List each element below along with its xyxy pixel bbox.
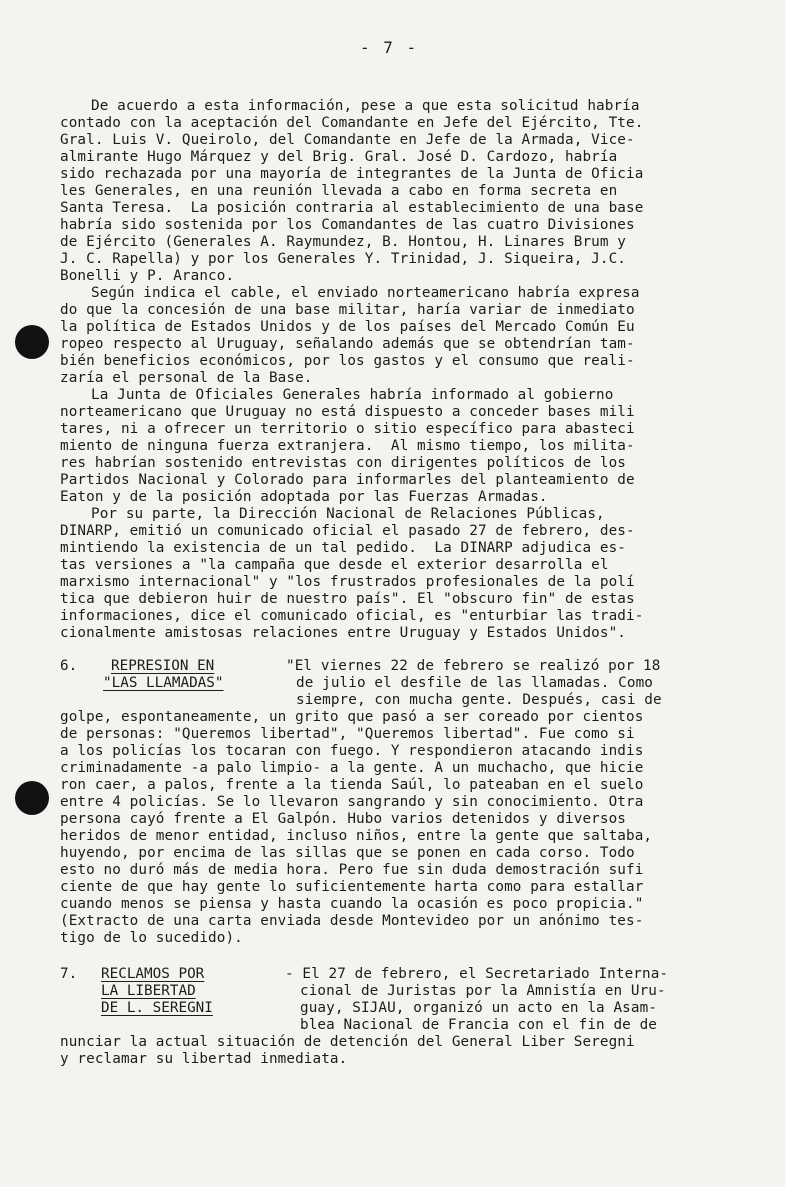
text-line: Partidos Nacional y Colorado para informarles del planteamiento de <box>60 472 635 488</box>
text-line: Bonelli y P. Aranco. <box>60 268 235 284</box>
text-line: de personas: "Queremos libertad", "Queremos libertad". Fue como si <box>60 726 635 742</box>
section-heading: REPRESION EN <box>111 658 215 674</box>
punch-hole-top <box>15 325 49 359</box>
text-line: entre 4 policías. Se lo llevaron sangrando y sin conocimiento. Otra <box>60 794 644 810</box>
section-number: 7. <box>60 966 78 982</box>
text-line: Gral. Luis V. Queirolo, del Comandante en Jefe de la Armada, Vice- <box>60 132 635 148</box>
text-line: blea Nacional de Francia con el fin de de <box>300 1017 658 1033</box>
text-line: do que la concesión de una base militar, haría variar de inmediato <box>60 302 635 318</box>
text-line: la política de Estados Unidos y de los países del Mercado Común Eu <box>60 319 635 335</box>
text-line: habría sido sostenida por los Comandantes de las cuatro Divisiones <box>60 217 635 233</box>
text-line: guay, SIJAU, organizó un acto en la Asam- <box>300 1000 658 1016</box>
text-line: golpe, espontaneamente, un grito que pasó a ser coreado por cientos <box>60 709 644 725</box>
text-line: La Junta de Oficiales Generales habría informado al gobierno <box>91 387 614 403</box>
section-heading: RECLAMOS POR <box>101 966 205 982</box>
text-line: - El 27 de febrero, el Secretariado Interna- <box>285 966 669 982</box>
text-line: cuando menos se piensa y hasta cuando la ocasión es poco propicia." <box>60 896 644 912</box>
text-line: nunciar la actual situación de detención del General Liber Seregni <box>60 1034 635 1050</box>
text-line: norteamericano que Uruguay no está dispuesto a conceder bases mili <box>60 404 635 420</box>
text-line: tas versiones a "la campaña que desde el exterior desarrolla el <box>60 557 609 573</box>
text-line: zaría el personal de la Base. <box>60 370 313 386</box>
text-line: heridos de menor entidad, incluso niños, entre la gente que saltaba, <box>60 828 653 844</box>
text-line: de Ejército (Generales A. Raymundez, B. Hontou, H. Linares Brum y <box>60 234 626 250</box>
text-line: huyendo, por encima de las sillas que se ponen en cada corso. Todo <box>60 845 635 861</box>
text-line: criminadamente -a palo limpio- a la gente. A un muchacho, que hicie <box>60 760 644 776</box>
text-line: ropeo respecto al Uruguay, señalando además que se obtendrían tam- <box>60 336 635 352</box>
text-line: Santa Teresa. La posición contraria al establecimiento de una base <box>60 200 644 216</box>
text-line: almirante Hugo Márquez y del Brig. Gral. José D. Cardozo, habría <box>60 149 618 165</box>
text-line: tica que debieron huir de nuestro país". El "obscuro fin" de estas <box>60 591 635 607</box>
text-line: y reclamar su libertad inmediata. <box>60 1051 348 1067</box>
text-line: tares, ni a ofrecer un territorio o sitio específico para abasteci <box>60 421 635 437</box>
section-heading: "LAS LLAMADAS" <box>103 675 224 691</box>
section-number: 6. <box>60 658 78 674</box>
text-line: cional de Juristas por la Amnistía en Uru- <box>300 983 666 999</box>
text-line: les Generales, en una reunión llevada a cabo en forma secreta en <box>60 183 618 199</box>
text-line: persona cayó frente a El Galpón. Hubo varios detenidos y diversos <box>60 811 626 827</box>
text-line: sido rechazada por una mayoría de integrantes de la Junta de Oficia <box>60 166 644 182</box>
text-line: informaciones, dice el comunicado oficial, es "enturbiar las tradi- <box>60 608 644 624</box>
text-line: siempre, con mucha gente. Después, casi de <box>296 692 662 708</box>
text-line: a los policías los tocaran con fuego. Y respondieron atacando indis <box>60 743 644 759</box>
text-line: "El viernes 22 de febrero se realizó por 18 <box>286 658 661 674</box>
text-line: marxismo internacional" y "los frustrados profesionales de la polí <box>60 574 635 590</box>
text-line: ron caer, a palos, frente a la tienda Saúl, lo pateaban en el suelo <box>60 777 644 793</box>
text-line: Eaton y de la posición adoptada por las Fuerzas Armadas. <box>60 489 548 505</box>
text-line: miento de ninguna fuerza extranjera. Al mismo tiempo, los milita- <box>60 438 635 454</box>
page-number: - 7 - <box>360 38 419 57</box>
text-line: Según indica el cable, el enviado norteamericano habría expresa <box>91 285 640 301</box>
section-heading: LA LIBERTAD <box>101 983 196 999</box>
section-heading: DE L. SEREGNI <box>101 1000 213 1016</box>
text-line: tigo de lo sucedido). <box>60 930 243 946</box>
text-line: (Extracto de una carta enviada desde Montevideo por un anónimo tes- <box>60 913 644 929</box>
text-line: J. C. Rapella) y por los Generales Y. Trinidad, J. Siqueira, J.C. <box>60 251 626 267</box>
text-line: esto no duró más de media hora. Pero fue sin duda demostración sufi <box>60 862 644 878</box>
text-line: de julio el desfile de las llamadas. Como <box>296 675 654 691</box>
text-line: cionalmente amistosas relaciones entre Uruguay y Estados Unidos". <box>60 625 626 641</box>
text-line: DINARP, emitió un comunicado oficial el pasado 27 de febrero, des- <box>60 523 635 539</box>
text-line: Por su parte, la Dirección Nacional de Relaciones Públicas, <box>91 506 605 522</box>
text-line: mintiendo la existencia de un tal pedido. La DINARP adjudica es- <box>60 540 626 556</box>
text-line: res habrían sostenido entrevistas con dirigentes políticos de los <box>60 455 626 471</box>
punch-hole-bottom <box>15 781 49 815</box>
text-line: ciente de que hay gente lo suficientemente harta como para estallar <box>60 879 644 895</box>
text-line: contado con la aceptación del Comandante en Jefe del Ejército, Tte. <box>60 115 644 131</box>
text-line: De acuerdo a esta información, pese a que esta solicitud habría <box>91 98 640 114</box>
text-line: bién beneficios económicos, por los gastos y el consumo que reali- <box>60 353 635 369</box>
